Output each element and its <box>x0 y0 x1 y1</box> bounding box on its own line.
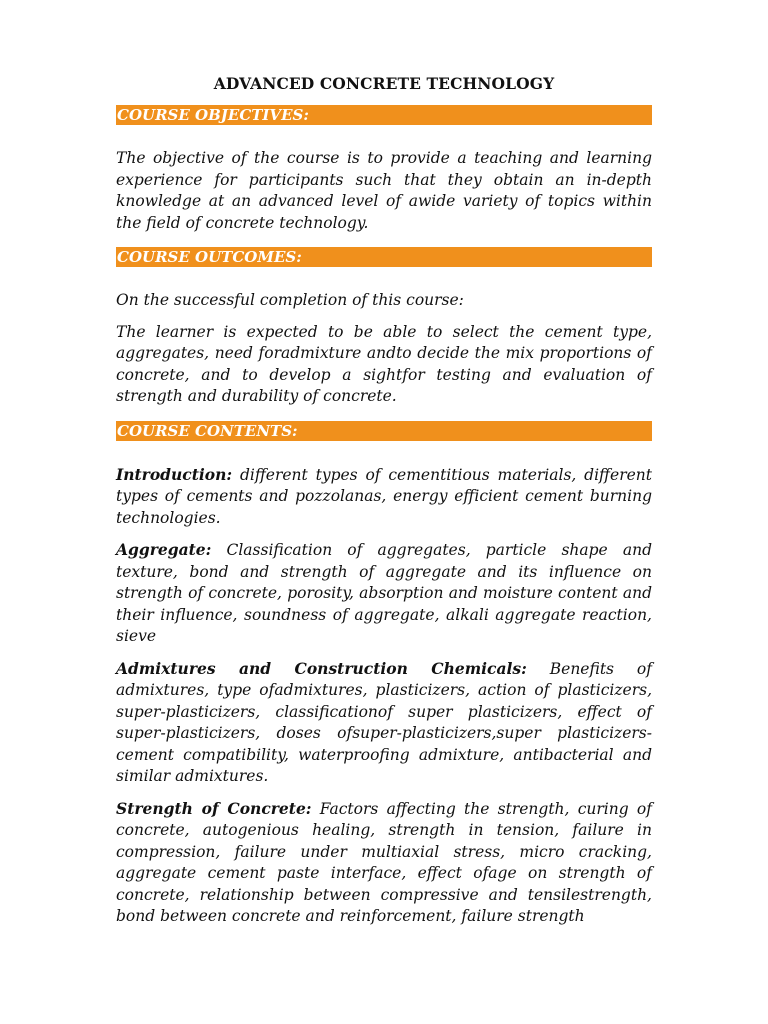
document-page <box>116 74 652 928</box>
document-title: ADVANCED CONCRETE TECHNOLOGY <box>213 74 555 93</box>
topic-title: Strength of Concrete: <box>116 798 312 818</box>
topic-title: Aggregate: <box>116 540 212 559</box>
topic-title: Admixtures and Construction Chemicals: <box>116 658 527 678</box>
topic-text: Benefits of admixtures, type ofadmixtures, plasticizers, action of plasticizers, super-plasticizers, classificationof super plasticizers, effect of super-plasticizers, doses ofsuper-plasticizers,super plasticizers-cement compatibility, waterproofing admixture, antibacterial and similar admixtures. <box>116 659 652 785</box>
topic-aggregate <box>116 539 652 648</box>
course-outcomes-intro: On the successful completion of this course: <box>116 291 464 309</box>
topic-title: Introduction: <box>116 464 233 484</box>
topic-text: Factors affecting the strength, curing of concrete, autogenious healing, strength in tension, failure in compression, failure under multiaxial stress, micro cracking, aggregate cement paste interface, effect ofage on strength of concrete, relationship between compressive and tensilestrength, bond between concrete and reinforcement, failure strength <box>116 799 652 925</box>
course-objectives-heading: COURSE OBJECTIVES: <box>116 105 652 125</box>
topic-admixtures <box>116 658 652 788</box>
course-outcomes-heading: COURSE OUTCOMES: <box>116 247 652 267</box>
topic-text: different types of cementitious materials, different types of cements and pozzolanas, energy efficient cement burning technologies. <box>116 465 652 527</box>
topic-text: Classification of aggregates, particle shape and texture, bond and strength of aggregate and its influence on strength of concrete, porosity, absorption and moisture content and their influence, soundness of aggregate, alkali aggregate reaction, sieve <box>116 541 652 645</box>
course-contents-heading: COURSE CONTENTS: <box>116 421 652 441</box>
topic-strength-of-concrete <box>116 798 652 928</box>
course-outcomes-text: The learner is expected to be able to select the cement type, aggregates, need foradmixture andto decide the mix proportions of concrete, and to develop a sightfor testing and evaluation of strength and durability of concrete. <box>116 322 652 405</box>
topic-introduction <box>116 464 652 530</box>
course-objectives-text: The objective of the course is to provide a teaching and learning experience for participants such that they obtain an in-depth knowledge at an advanced level of awide variety of topics within the field of concrete technology. <box>116 149 652 232</box>
